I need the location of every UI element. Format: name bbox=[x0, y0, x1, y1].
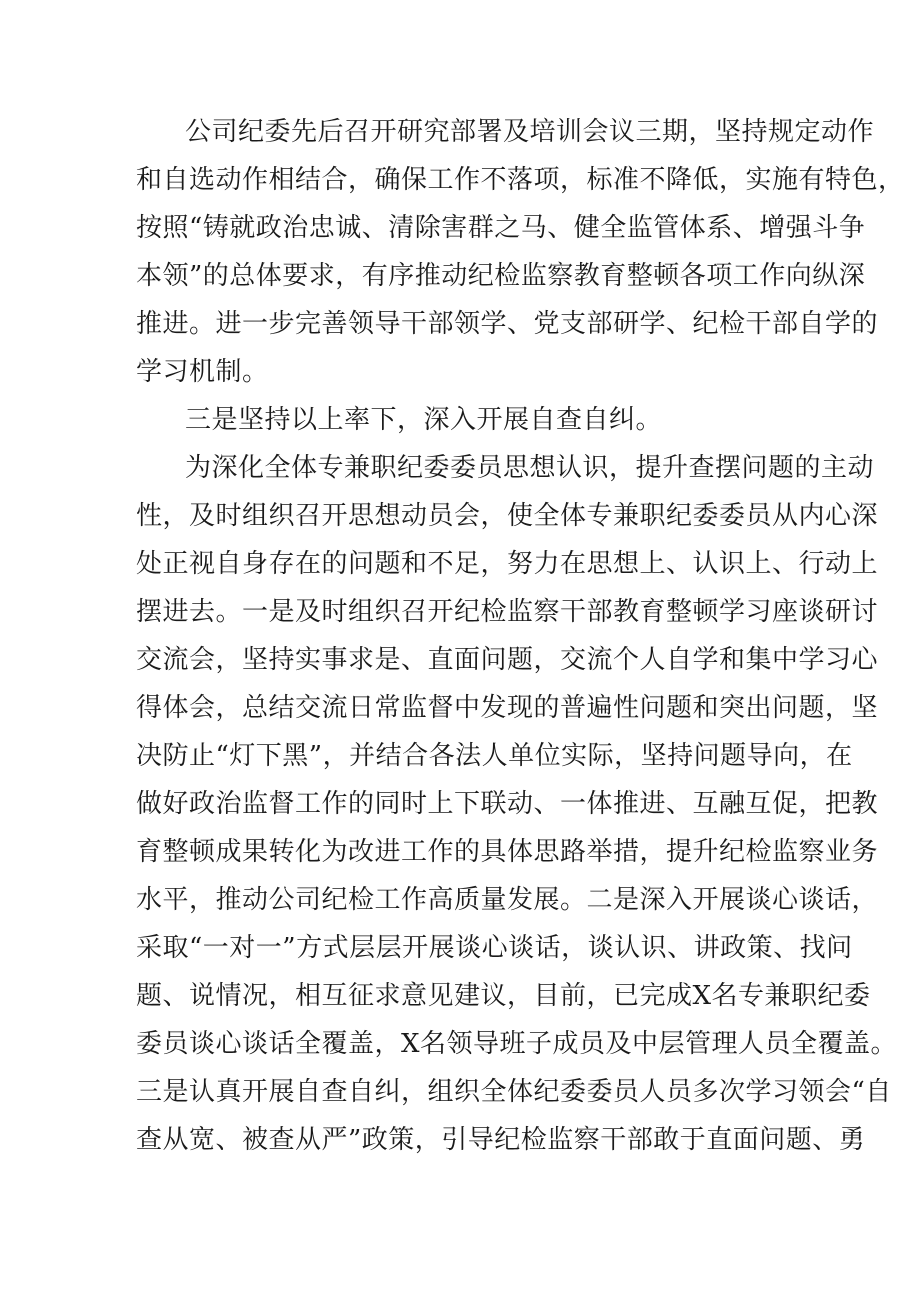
text-line: 育整顿成果转化为改进工作的具体思路举措，提升纪检监察业务 bbox=[136, 837, 879, 867]
text-line: 委员谈心谈话全覆盖，X名领导班子成员及中层管理人员全覆盖。 bbox=[136, 1029, 898, 1059]
text-line: 决防止“灯下黑”，并结合各法人单位实际，坚持问题导向，在 bbox=[136, 741, 853, 771]
text-line: 三是认真开展自查自纠，组织全体纪委委员人员多次学习领会“自 bbox=[136, 1077, 892, 1107]
text-line: 性，及时组织召开思想动员会，使全体专兼职纪委委员从内心深 bbox=[136, 501, 879, 531]
text-line: 为深化全体专兼职纪委委员思想认识，提升查摆问题的主动 bbox=[185, 453, 875, 483]
text-line: 公司纪委先后召开研究部署及培训会议三期，坚持规定动作 bbox=[185, 117, 875, 147]
text-line: 推进。进一步完善领导干部领学、党支部研学、纪检干部自学的 bbox=[136, 309, 879, 339]
text-line: 水平，推动公司纪检工作高质量发展。二是深入开展谈心谈话， bbox=[136, 885, 879, 915]
text-line: 本领”的总体要求，有序推动纪检监察教育整顿各项工作向纵深 bbox=[136, 261, 866, 291]
text-line: 交流会，坚持实事求是、直面问题，交流个人自学和集中学习心 bbox=[136, 645, 879, 675]
text-line: 得体会，总结交流日常监督中发现的普遍性问题和突出问题，坚 bbox=[136, 693, 879, 723]
text-line: 题、说情况，相互征求意见建议，目前，已完成X名专兼职纪委 bbox=[136, 981, 871, 1011]
text-line: 按照“铸就政治忠诚、清除害群之马、健全监管体系、增强斗争 bbox=[136, 213, 866, 243]
text-line: 摆进去。一是及时组织召开纪检监察干部教育整顿学习座谈研讨 bbox=[136, 597, 879, 627]
heading-line: 三是坚持以上率下，深入开展自查自纠。 bbox=[185, 405, 663, 435]
text-line: 处正视自身存在的问题和不足，努力在思想上、认识上、行动上 bbox=[136, 549, 879, 579]
text-line: 采取“一对一”方式层层开展谈心谈话，谈认识、讲政策、找问 bbox=[136, 933, 853, 963]
text-line: 查从宽、被查从严”政策，引导纪检监察干部敢于直面问题、勇 bbox=[136, 1125, 866, 1155]
text-line: 和自选动作相结合，确保工作不落项，标准不降低，实施有特色， bbox=[136, 165, 905, 195]
text-line: 学习机制。 bbox=[136, 357, 269, 387]
text-line: 做好政治监督工作的同时上下联动、一体推进、互融互促，把教 bbox=[136, 789, 879, 819]
